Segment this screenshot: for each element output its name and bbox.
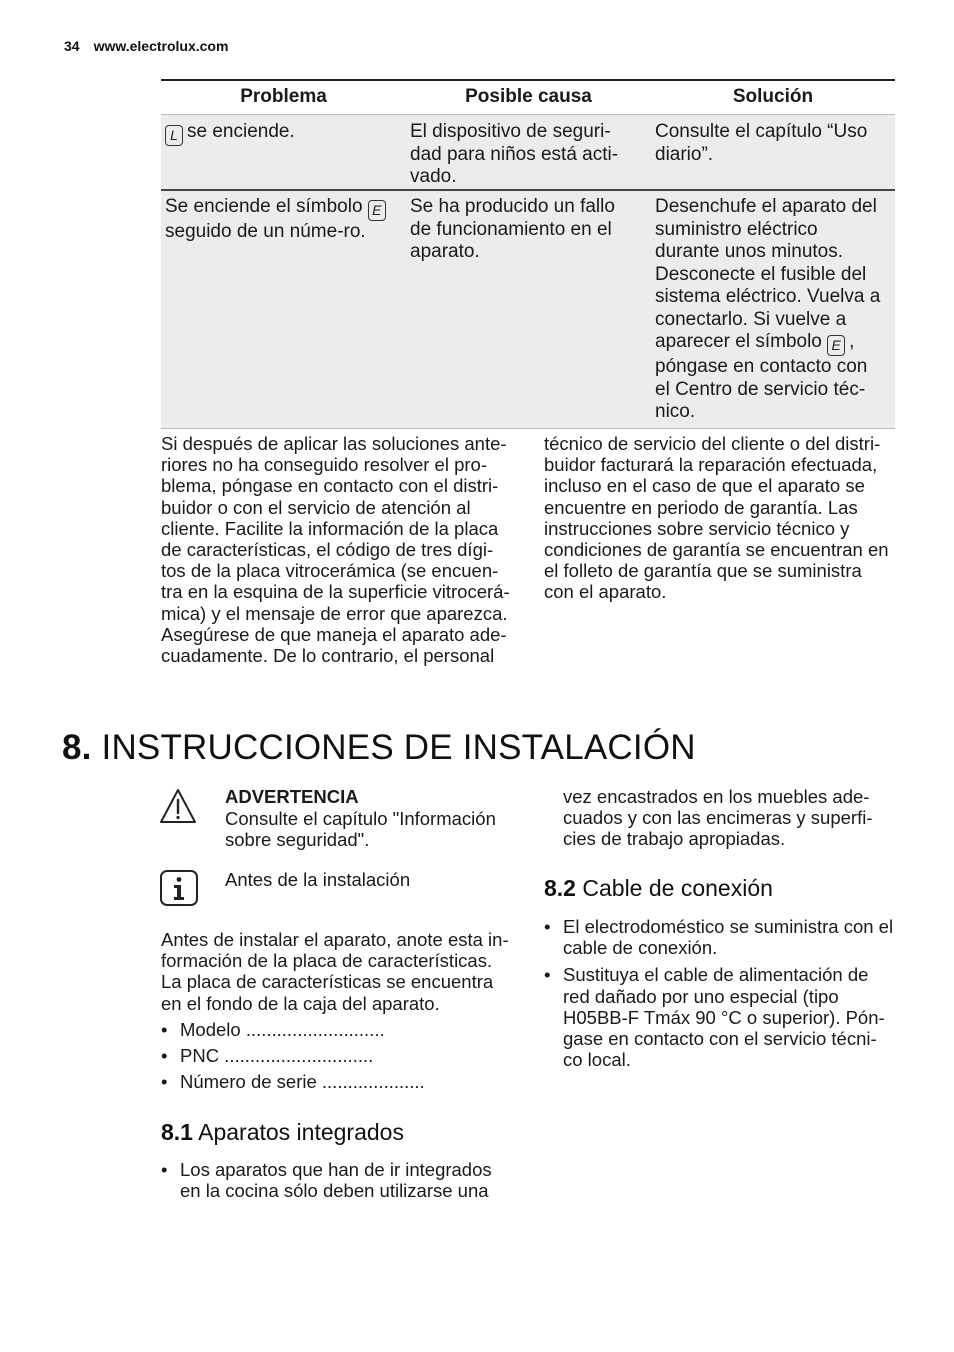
nameplate-fields-list [161,1019,517,1098]
section-title-text: Cable de conexión [582,875,773,901]
info-text: Antes de la instalación [225,869,411,890]
cause-cell: Se ha producido un fallo de funcionamiento en el aparato. [410,196,615,262]
warning-triangle-icon [158,786,198,826]
solution-text-cont: , póngase en contacto con el Centro de servicio téc-nico. [655,331,868,422]
after-table-paragraph-cont: técnico de servicio del cliente o del distri-buidor facturará la reparación efectuada, incluso en el caso de que el aparato se encuentre en periodo de garantía. Las instrucciones sobre servicio técnico y condiciones de garantía se encuentran en el folleto de garantía que se suministra con el aparato. [544,433,889,603]
error-symbol-icon: E [368,200,386,221]
column-header-solution: Solución [732,86,814,108]
error-symbol-icon: E [827,335,845,356]
solution-cell: Consulte el capítulo “Uso diario”. [655,121,868,165]
problem-cell [161,121,406,189]
warning-title: ADVERTENCIA [225,786,359,807]
list-item: • Sustituya el cable de alimentación de red dañado por uno especial (tipo H05BB-F Tmáx 90 °C o superior). Pón-gase en contacto con el servicio técni-co local. [544,964,896,1070]
after-table-paragraph: Si después de aplicar las soluciones ante-riores no ha conseguido resolver el pro-blema, póngase en contacto con el distri-buidor o con el servicio de atención al cliente. Facilite la información de la placa de características, el código de tres dígi-tos de la placa vitrocerámica (se encuen-tra en la esquina de la superficie vitrocerá-mica) y el mensaje de error que aparezca. Asegúrese de que maneja el aparato ade-cuadamente. De lo contrario, el personal [161,433,510,667]
chapter-number: 8. [62,728,92,767]
problem-text: Se enciende el símbolo [165,196,363,217]
list-item: • Número de serie .................... [161,1071,517,1092]
column-header-problem: Problema [240,86,327,108]
table-header-row [161,81,895,115]
section-number: 8.1 [161,1119,193,1145]
troubleshooting-table [161,79,895,429]
section-number: 8.2 [544,875,576,901]
section-8-1-list [161,1159,517,1201]
cause-cell: El dispositivo de seguri-dad para niños está acti-vado. [410,121,619,187]
chapter-title-text: INSTRUCCIONES DE INSTALACIÓN [101,728,696,767]
info-icon [160,870,198,906]
section-8-1-continuation: vez encastrados en los muebles ade-cuados y con las encimeras y superfi-cies de trabajo apropiadas. [563,786,873,850]
section-title-text: Aparatos integrados [198,1119,404,1145]
list-item: • PNC ............................. [161,1045,517,1066]
warning-box [225,786,515,851]
problem-text: se enciende. [187,121,295,142]
chapter-title [62,728,696,768]
column-header-cause: Posible causa [465,86,592,108]
table-row [161,115,895,191]
section-8-2-list [544,916,896,1076]
page-header [64,38,228,54]
lock-symbol-icon: L [165,125,183,146]
solution-text: Desenchufe el aparato del suministro eléctrico durante unos minutos. Desconecte el fusible del sistema eléctrico. Vuelva a conectarlo. Si vuelve a aparecer el símbolo [655,196,881,352]
problem-text-cont: seguido de un núme-ro. [165,221,366,242]
table-row [161,191,895,429]
solution-cell [651,196,895,428]
page-number: 34 [64,38,80,54]
section-title-8-2 [544,875,773,902]
list-item: • El electrodoméstico se suministra con el cable de conexión. [544,916,896,958]
section-title-8-1 [161,1119,404,1146]
list-item: • Los aparatos que han de ir integrados en la cocina sólo deben utilizarse una [161,1159,517,1201]
list-item: • Modelo ........................... [161,1019,517,1040]
site-url: www.electrolux.com [93,38,229,54]
problem-cell [161,196,406,428]
warning-text: Consulte el capítulo "Información sobre seguridad". [225,807,496,850]
install-intro: Antes de instalar el aparato, anote esta in-formación de la placa de características. La placa de características se encuentra en el fondo de la caja del aparato. [161,929,509,1014]
